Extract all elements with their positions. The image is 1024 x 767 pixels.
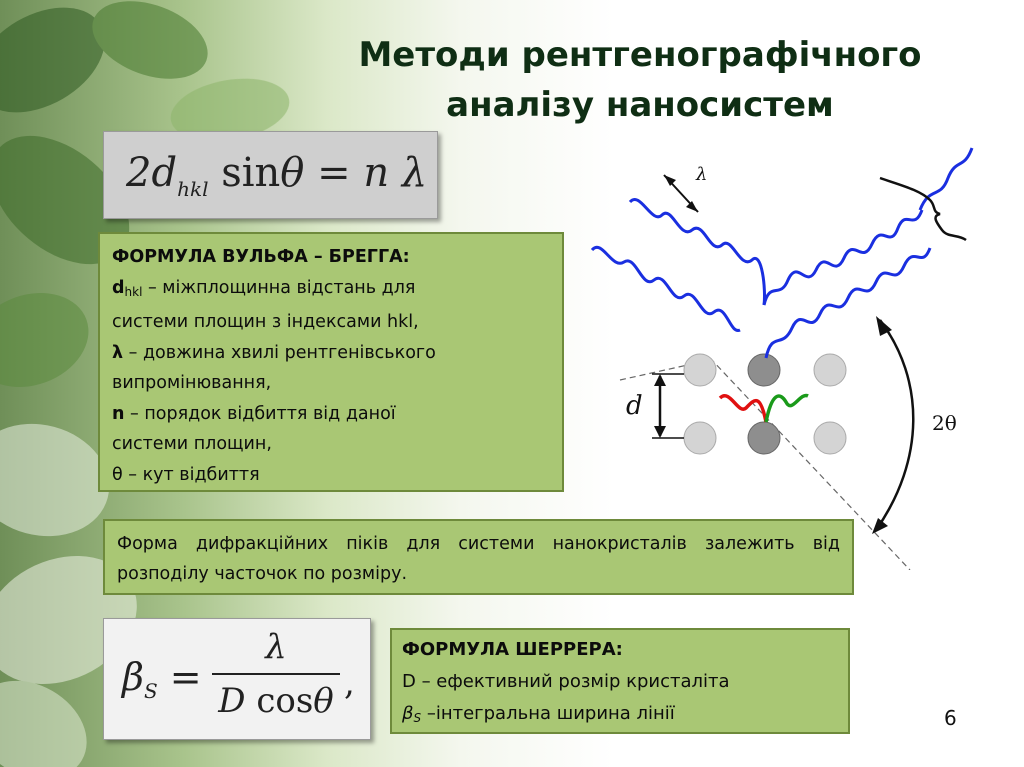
wulf-line-7: θ – кут відбиття xyxy=(112,464,260,485)
den-cos: cos xyxy=(256,681,314,721)
lambda-label: λ xyxy=(696,164,708,185)
bragg-eq: = xyxy=(304,150,364,196)
scherrer-comma: , xyxy=(344,663,355,703)
sub-S: S xyxy=(413,711,422,725)
wulf-line-3 xyxy=(112,338,550,369)
sym-beta: β xyxy=(402,703,414,724)
title-line-2: аналізу наносистем xyxy=(446,85,834,125)
scherrer-line-2 xyxy=(402,698,838,734)
bragg-lambda: λ xyxy=(401,150,428,196)
den-D: D xyxy=(218,681,246,721)
scherrer-denominator xyxy=(212,681,340,721)
atom xyxy=(748,354,780,386)
wulf-line-2: системи площин з індексами hkl, xyxy=(112,312,419,332)
atom xyxy=(814,422,846,454)
atom xyxy=(684,422,716,454)
bragg-diffraction-diagram xyxy=(580,130,1000,570)
bragg-n: n xyxy=(363,150,390,196)
lambda-arrow-head xyxy=(664,175,676,186)
bragg-theta: θ xyxy=(280,150,305,196)
bragg-sin: sin xyxy=(221,150,281,196)
scherrer-lhs xyxy=(122,655,202,703)
wulf-heading: ФОРМУЛА ВУЛЬФА – БРЕГГА: xyxy=(112,247,410,267)
sym-n: n xyxy=(112,403,125,424)
title-line-1: Методи рентгенографічного xyxy=(358,35,922,75)
page-number: 6 xyxy=(944,706,957,730)
d-arrow-head xyxy=(654,426,666,438)
wulf-line-3-text: – довжина хвилі рентгенівського xyxy=(123,342,436,363)
fraction-bar xyxy=(212,673,340,675)
wulf-line-1-text: – міжплощинна відстань для xyxy=(142,277,416,298)
den-theta: θ xyxy=(313,681,334,721)
scherrer-heading: ФОРМУЛА ШЕРРЕРА: xyxy=(402,639,623,660)
d-arrow-head xyxy=(654,374,666,386)
scherrer-line-1: D – ефективний розмір кристаліта xyxy=(402,671,730,692)
wulf-line-5-text: – порядок відбиття від даної xyxy=(124,403,396,424)
atom xyxy=(748,422,780,454)
wulf-line-5 xyxy=(112,399,550,430)
scherrer-numerator: λ xyxy=(265,627,287,667)
scherrer-eq: = xyxy=(157,655,202,699)
bragg-formula-image xyxy=(103,131,438,219)
wavefront-brace xyxy=(880,178,966,240)
lambda-arrow-head xyxy=(686,201,698,212)
two-theta-label: 2θ xyxy=(932,411,957,435)
scherrer-fraction xyxy=(212,627,340,721)
incident-wave-upper xyxy=(630,199,765,305)
bragg-sub: hkl xyxy=(177,177,209,201)
sym-lambda: λ xyxy=(112,342,124,363)
wulf-line-6: системи площин, xyxy=(112,434,272,454)
arc-arrow-head xyxy=(872,518,888,534)
peak-shape-note: Форма дифракційних піків для системи нанокристалів залежить від розподілу часточок по розміру. xyxy=(103,519,854,595)
scherrer-formula-image xyxy=(103,618,371,740)
bragg-formula xyxy=(126,150,427,201)
atom xyxy=(684,354,716,386)
scherrer-line-2-text: –інтегральна ширина лінії xyxy=(421,703,675,724)
path-difference-red xyxy=(720,396,766,422)
wulf-bragg-description xyxy=(98,232,564,492)
scherrer-description xyxy=(390,628,850,734)
reflected-wave-upper xyxy=(764,210,922,305)
incident-wave-lower xyxy=(592,247,740,330)
sym-d: d xyxy=(112,277,125,298)
d-label: d xyxy=(626,391,643,421)
two-theta-arc xyxy=(876,320,913,530)
atom xyxy=(814,354,846,386)
wulf-line-4: випромінювання, xyxy=(112,373,272,393)
bragg-d: 2d xyxy=(126,150,178,196)
reflected-wave-top xyxy=(920,148,972,210)
scherrer-sub: S xyxy=(143,679,158,703)
wulf-line-1 xyxy=(112,273,550,308)
scherrer-beta: β xyxy=(122,655,144,699)
reflected-wave-lower xyxy=(766,248,930,358)
path-difference-green xyxy=(766,396,808,422)
slide-title xyxy=(270,30,1010,130)
sub-hkl: hkl xyxy=(124,284,143,299)
